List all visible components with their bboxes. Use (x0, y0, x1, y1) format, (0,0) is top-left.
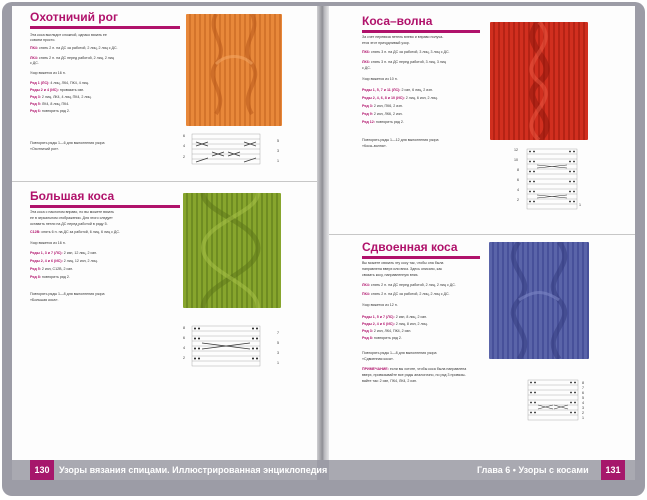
title-rule (362, 30, 480, 33)
intro-text: Эта коса с наклоном вправо, но вы можете вязать (30, 210, 114, 214)
closing-text: «Большая коса». (30, 298, 59, 302)
row-instruction: Ряд 6: повторить ряд 2. (30, 109, 70, 113)
abbreviation-line: ЛК4: снять 2 п. на ДС перед работой, 2 лиц, 2 лиц (30, 56, 114, 60)
row-instruction: Ряд 8: повторить ряд 2. (30, 275, 70, 279)
chart-row-label: 1 (582, 416, 584, 420)
page-number: 131 (601, 460, 625, 480)
closing-text: Повторять ряды 1—12 для выполнения узора (362, 138, 439, 142)
section-title-wave-cable: Коса–волна (362, 14, 433, 28)
chart-row-label: 4 (582, 401, 584, 405)
chart-row-label: 6 (183, 134, 185, 138)
intro-text: Вы можете связать эту косу так, чтобы она была (362, 261, 444, 265)
orange-knit-swatch (186, 14, 282, 126)
row-instruction: Ряд 9: 2 изн, ЛК6, 2 изн. (362, 112, 403, 116)
chart-row-label: 10 (514, 158, 518, 162)
intro-text: связать косу, направленную вниз. (362, 273, 419, 277)
row-instruction: Ряд 5: ЛК4, 8 лиц, ПК4. (30, 102, 70, 106)
abbreviation-line: ЛК6: снять 3 п. на ДС перед работой, 3 лиц, 3 лиц (362, 60, 446, 64)
closing-text: Повторять ряды 1—8 для выполнения узора (30, 292, 105, 296)
book-spine (317, 6, 329, 460)
chart-row-label: 12 (514, 148, 518, 152)
footer-title: Узоры вязания спицами. Иллюстрированная энциклопедия (59, 465, 328, 475)
chart-row-label: 3 (277, 351, 279, 355)
intro-text: оставить петли на ДС перед работой в ряду 5. (30, 222, 108, 226)
chart-row-label: 2 (183, 356, 185, 360)
chart-row-label: 7 (277, 331, 279, 335)
row-instruction: Ряд 8: повторить ряд 2. (362, 336, 402, 340)
section-divider (12, 181, 317, 182)
chart-row-label: 2 (582, 411, 584, 415)
right-page (329, 6, 635, 460)
abbreviation-line: ПК4: снять 2 п. на ДС за работой, 2 лиц, 2 лиц с ДС. (30, 46, 118, 50)
row-instruction: Ряды 2, 4, 6, 8 и 10 (ИС): 2 лиц, 6 изн, 2 лиц. (362, 96, 438, 100)
row-instruction: Ряд 1 (ЛС): 4 лиц, ЛК4, ПК4, 4 лиц. (30, 81, 89, 85)
abbreviation-line: ЛК4: снять 2 п. на ДС перед работой, 2 лиц, 2 лиц с ДС. (362, 283, 456, 287)
chart-row-label: 1 (579, 203, 581, 207)
row-instruction: Ряды 1, 5 и 7 (ЛС): 2 изн, 8 лиц, 2 изн. (362, 315, 428, 319)
abbreviation-line: с ДС. (30, 61, 39, 65)
chart-row-label: 5 (277, 139, 279, 143)
cable-texture (490, 22, 588, 140)
knitting-chart-double-cable (524, 378, 584, 424)
stitch-count: Узор вяжется из 12 п. (362, 303, 398, 307)
chart-row-label: 6 (183, 336, 185, 340)
green-knit-swatch (183, 193, 281, 308)
chart-row-label: 2 (517, 198, 519, 202)
intro-text: За счет перевяза петель влево и вправо получа- (362, 35, 444, 39)
chart-row-label: 2 (183, 155, 185, 159)
blue-knit-swatch (489, 242, 589, 359)
chart-row-label: 6 (517, 178, 519, 182)
chart-row-label: 5 (277, 341, 279, 345)
section-title-double-cable: Сдвоенная коса (362, 240, 458, 254)
right-footer-bar (329, 460, 635, 480)
stitch-count: Узор вяжется из 16 п. (30, 71, 66, 75)
row-instruction: Ряд 3: 2 изн, ЛК4, ПК4, 2 изн. (362, 329, 412, 333)
chart-row-label: 3 (582, 406, 584, 410)
intro-text: ее в зеркальном отображении. Для этого следует (30, 216, 113, 220)
chart-row-label: 4 (517, 188, 519, 192)
chart-row-label: 5 (582, 396, 584, 400)
chart-row-label: 3 (277, 149, 279, 153)
chart-row-label: 8 (517, 168, 519, 172)
section-title-big-cable: Большая коса (30, 189, 115, 203)
abbreviation-line: с ДС. (362, 66, 371, 70)
row-instruction: Ряды 1, 3 и 7 (ЛС): 2 изн, 12 лиц, 2 изн. (30, 251, 98, 255)
chart-row-label: 8 (183, 326, 185, 330)
stitch-count: Узор вяжется из 10 п. (362, 77, 398, 81)
knitting-chart-big-cable (186, 323, 276, 369)
note-text: вверх, провязывайте все ряды аналогично, но ряд 3 провязы- (362, 373, 466, 377)
row-instruction: Ряд 3: 2 лиц, ЛК4, 4 лиц, ПК4, 2 лиц. (30, 95, 92, 99)
title-rule (30, 205, 180, 208)
row-instruction: Ряд 12: повторить ряд 2. (362, 120, 404, 124)
closing-text: «Сдвоенная коса». (362, 357, 394, 361)
intro-text: ется этот причудливый узор. (362, 41, 410, 45)
knitting-chart-hunting-horn (186, 131, 276, 167)
note-text: вайте так: 2 изн, ПК4, ЛК4, 2 изн. (362, 379, 418, 383)
title-rule (362, 256, 480, 259)
chart-row-label: 1 (277, 159, 279, 163)
chart-row-label: 4 (183, 346, 185, 350)
note-text: ПРИМЕЧАНИЕ: если вы хотите, чтобы коса была направлена (362, 367, 467, 371)
footer-chapter: Глава 6 • Узоры с косами (477, 465, 589, 475)
intro-text: направлена вверх или вниз. Здесь описано, как (362, 267, 442, 271)
row-instruction: Ряды 2, 4 и 6 (ИС): 2 лиц, 12 изн, 2 лиц. (30, 259, 98, 263)
title-rule (30, 26, 180, 29)
closing-text: Повторять ряды 1—8 для выполнения узора (362, 351, 437, 355)
cable-texture (489, 242, 589, 359)
closing-text: Повторять ряды 1—6 для выполнения узора (30, 141, 105, 145)
left-footer-bar (12, 460, 328, 480)
abbreviation-line: С12В: снять 6 п. на ДС за работой, 6 лиц, 6 лиц с ДС. (30, 230, 120, 234)
page-number: 130 (30, 460, 54, 480)
section-divider (329, 234, 635, 235)
closing-text: «Охотничий рог». (30, 147, 60, 151)
row-instruction: Ряд 3: 2 изн, ПК6, 2 изн. (362, 104, 403, 108)
intro-text: совсем просто. (30, 38, 56, 42)
abbreviation-line: ПК4: снять 2 п. на ДС за работой, 2 лиц, 2 лиц с ДС. (362, 292, 450, 296)
chart-row-label: 6 (582, 391, 584, 395)
stitch-count: Узор вяжется из 16 п. (30, 241, 66, 245)
abbreviation-line: ПК6: снять 3 п. на ДС за работой, 3 лиц, 3 лиц с ДС. (362, 50, 450, 54)
cable-texture (186, 14, 282, 126)
row-instruction: Ряды 2 и 4 (ИС): провязать изн. (30, 88, 85, 92)
chart-row-label: 8 (582, 381, 584, 385)
section-title-hunting-horn: Охотничий рог (30, 10, 118, 24)
chart-row-label: 4 (183, 144, 185, 148)
cable-texture (183, 193, 281, 308)
chart-row-label: 7 (582, 386, 584, 390)
red-knit-swatch (490, 22, 588, 140)
row-instruction: Ряды 1, 5, 7 и 11 (ЛС): 2 изн, 6 лиц, 2 изн. (362, 88, 433, 92)
chart-row-label: 1 (277, 361, 279, 365)
row-instruction: Ряд 5: 2 изн, С12В, 2 изн. (30, 267, 74, 271)
knitting-chart-wave-cable (523, 147, 583, 213)
intro-text: Эта коса выглядит сложной, однако вязать ее (30, 33, 107, 37)
closing-text: «Коса–волна». (362, 144, 387, 148)
row-instruction: Ряды 2, 4 и 6 (ИС): 2 лиц, 8 изн, 2 лиц. (362, 322, 428, 326)
